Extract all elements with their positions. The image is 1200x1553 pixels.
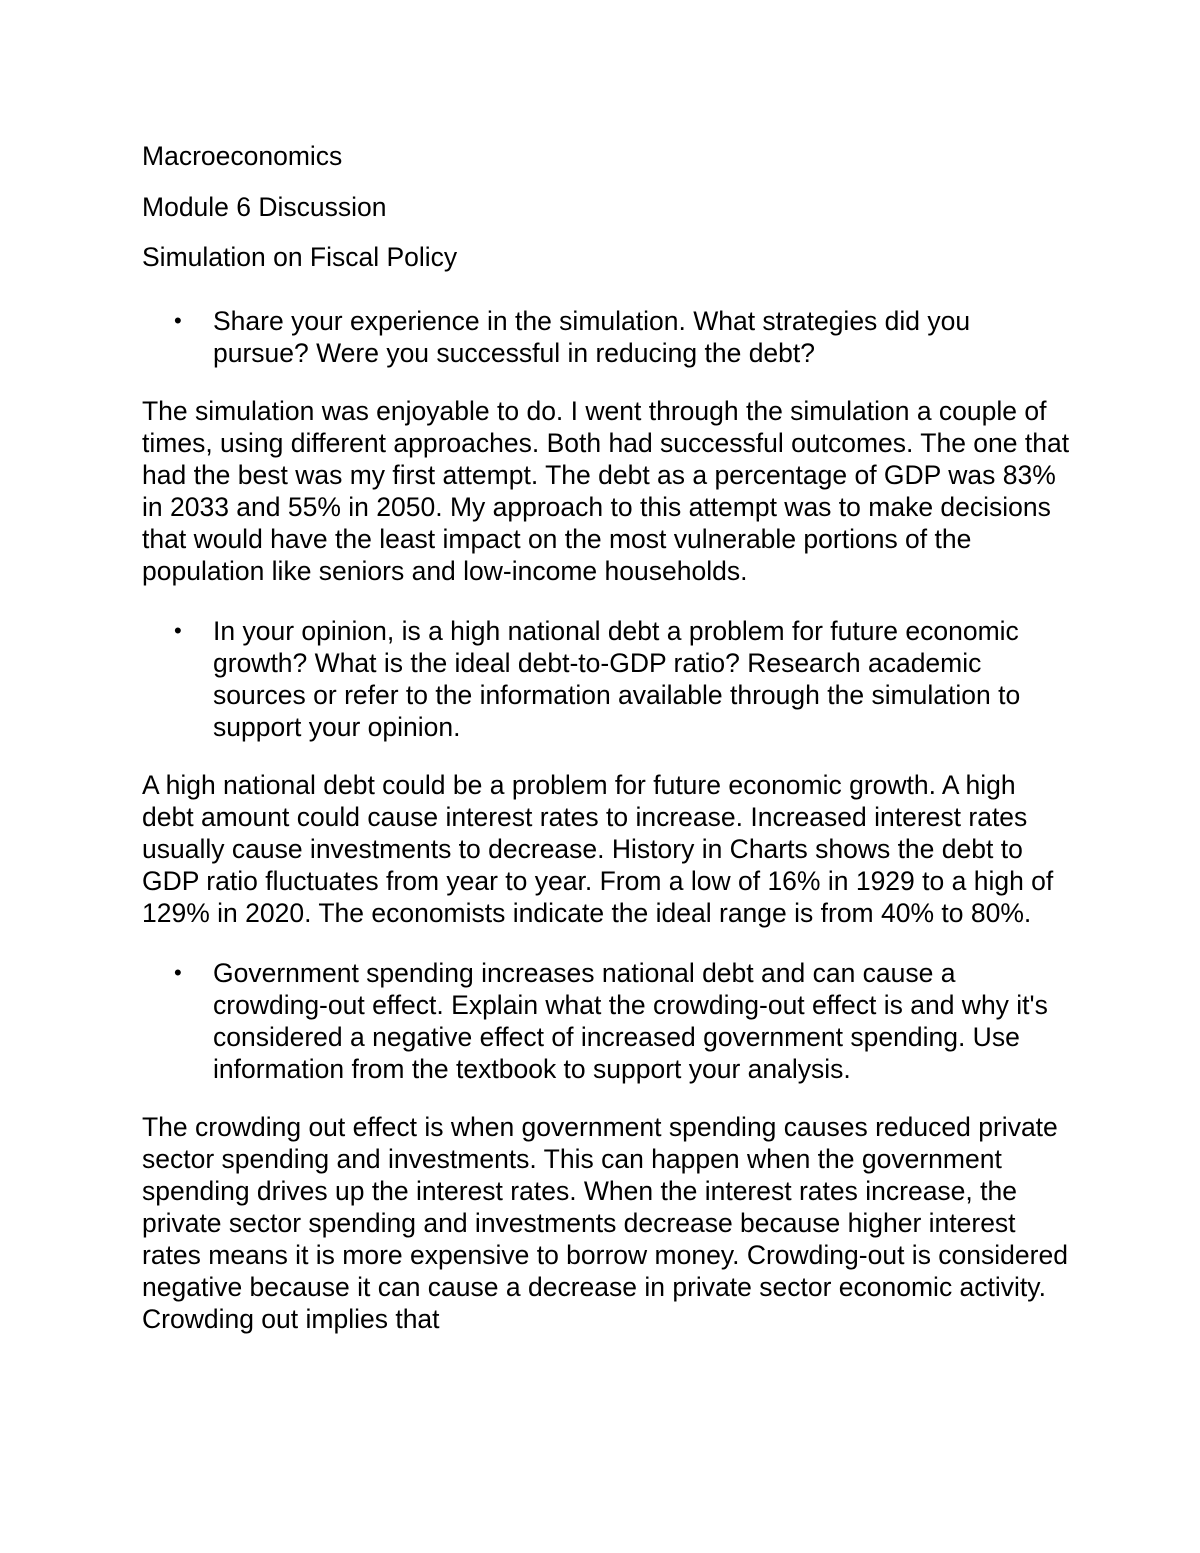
answer-3: The crowding out effect is when government spending causes reduced private sector spending and investments. This can happen when the government spending drives up the interest rates. When the interest rates increase, the private sector spending and investments decrease because higher interest rates means it is more expensive to borrow money. Crowding-out is considered negative because it can cause a decrease in private sector economic activity. Crowding out implies that — [142, 1112, 1068, 1334]
question-text: Share your experience in the simulation. What strategies did you pursue? Were you successful in reducing the debt? — [213, 306, 971, 368]
topic-title: Simulation on Fiscal Policy — [142, 242, 458, 272]
course-title: Macroeconomics — [142, 141, 343, 171]
question-text: In your opinion, is a high national debt a problem for future economic growth? What is the ideal debt-to-GDP ratio? Research academic sources or refer to the information available through the simulation to support your opinion. — [213, 616, 1021, 742]
bullet-icon: • — [174, 960, 182, 985]
question-text: Government spending increases national debt and can cause a crowding-out effect. Explain what the crowding-out effect is and why it's considered a negative effect of increased government spending. Use information from the textbook to support your analysis. — [213, 958, 1048, 1084]
bullet-icon: • — [174, 618, 182, 643]
document-page — [142, 138, 1072, 1335]
question-3 — [142, 957, 1072, 1085]
bullet-icon: • — [174, 308, 182, 333]
module-title: Module 6 Discussion — [142, 191, 387, 222]
question-2 — [142, 615, 1072, 743]
question-1 — [142, 305, 1072, 369]
answer-1: The simulation was enjoyable to do. I went through the simulation a couple of times, using different approaches. Both had successful outcomes. The one that had the best was my first attempt. The debt as a percentage of GDP was 83% in 2033 and 55% in 2050. My approach to this attempt was to make decisions that would have the least impact on the most vulnerable portions of the population like seniors and low-income households. — [142, 396, 1070, 586]
answer-2: A high national debt could be a problem for future economic growth. A high debt amount could cause interest rates to increase. Increased interest rates usually cause investments to decrease. History in Charts shows the debt to GDP ratio fluctuates from year to year. From a low of 16% in 1929 to a high of 129% in 2020. The economists indicate the ideal range is from 40% to 80%. — [142, 770, 1054, 928]
